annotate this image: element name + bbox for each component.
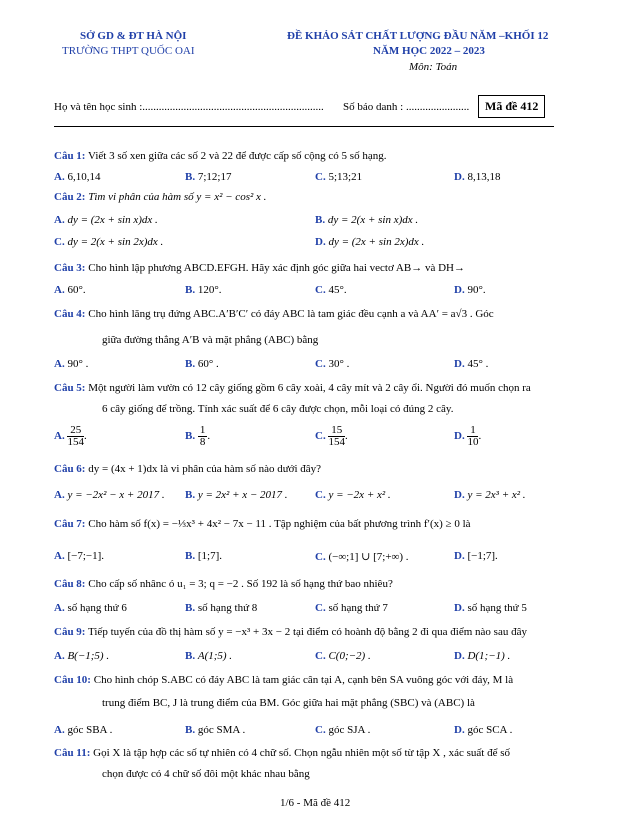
subject: Môn: Toán: [409, 61, 458, 73]
question-11: Câu 11: Gọi X là tập hợp các số tự nhiên có 4 chữ số. Chọn ngẫu nhiên một số từ tập X , xác suất để số: [54, 747, 511, 759]
question-9: Câu 9: Tiếp tuyến của đồ thị hàm số y = −x³ + 3x − 2 tại điểm có hoành độ bằng 2 đi qua điểm nào sau đây: [54, 626, 527, 638]
q6-option-b: B. y = 2x² + x − 2017 .: [185, 489, 288, 501]
question-8: Câu 8: Cho cấp số nhânc ó u₁ = 3; q = −2 . Số 192 là số hạng thứ bao nhiêu?: [54, 578, 393, 590]
q10-option-b: B. góc SMA .: [185, 724, 246, 736]
q10-option-d: D. góc SCA .: [454, 724, 513, 736]
q3-option-b: B. 120°.: [185, 284, 222, 296]
q2-option-a: A. dy = (2x + sin x)dx .: [54, 214, 158, 226]
q2-option-d: D. dy = (2x + sin 2x)dx .: [315, 236, 425, 248]
q4-option-a: A. 90° .: [54, 358, 89, 370]
q8-option-a: A. số hạng thứ 6: [54, 602, 127, 614]
question-5-line2: 6 cây giống để trồng. Tính xác suất để 6 cây được chọn, mỗi loại có đúng 2 cây.: [102, 403, 454, 415]
student-id-field: Số báo danh : .......................: [343, 101, 470, 113]
q10-option-c: C. góc SJA .: [315, 724, 371, 736]
q8-option-d: D. số hạng thứ 5: [454, 602, 527, 614]
q1-option-c: C. 5;13;21: [315, 171, 363, 183]
q8-option-b: B. số hạng thứ 8: [185, 602, 258, 614]
page-footer: 1/6 - Mã đề 412: [280, 797, 351, 809]
question-2: Câu 2: Tìm vi phân của hàm số y = x² − cos² x .: [54, 191, 267, 203]
q4-option-b: B. 60° .: [185, 358, 219, 370]
question-7: Câu 7: Cho hàm số f(x) = −⅓x³ + 4x² − 7x − 11 . Tập nghiệm của bất phương trình f′(x) ≥ 0 là: [54, 518, 471, 530]
q9-option-a: A. B(−1;5) .: [54, 650, 110, 662]
q1-option-b: B. 7;12;17: [185, 171, 232, 183]
q4-option-d: D. 45° .: [454, 358, 489, 370]
q1-option-d: D. 8,13,18: [454, 171, 501, 183]
q4-option-c: C. 30° .: [315, 358, 350, 370]
school-name: TRƯỜNG THPT QUỐC OAI: [62, 45, 195, 57]
exam-title: ĐỀ KHẢO SÁT CHẤT LƯỢNG ĐẦU NĂM –KHỐI 12: [287, 30, 549, 42]
question-1: Câu 1: Viết 3 số xen giữa các số 2 và 22 để được cấp số cộng có 5 số hạng.: [54, 150, 387, 162]
q7-option-b: B. [1;7].: [185, 550, 222, 562]
question-10-line2: trung điểm BC, J là trung điểm của BM. Góc giữa hai mặt phẳng (SBC) và (ABC) là: [102, 697, 475, 709]
q5-option-a: A. $\frac{25}{154}$ .: [54, 424, 87, 448]
question-6: Câu 6: dy = (4x + 1)dx là vi phân của hàm số nào dưới đây?: [54, 463, 322, 475]
q6-option-a: A. y = −2x² − x + 2017 .: [54, 489, 165, 501]
q7-option-d: D. [−1;7].: [454, 550, 498, 562]
question-5: Câu 5: Một người làm vườn có 12 cây giống gồm 6 cây xoài, 4 cây mít và 2 cây ổi. Người đó muốn chọn ra: [54, 382, 531, 394]
q7-option-c: C. (−∞;1] ∪ [7;+∞) .: [315, 551, 409, 563]
q5-option-c: C. $\frac{15}{154}$ .: [315, 424, 348, 448]
student-name-field: Họ và tên học sinh :..................................................................: [54, 101, 324, 113]
header-divider: [54, 126, 554, 127]
q1-option-a: A. 6,10,14: [54, 171, 101, 183]
school-year: NĂM HỌC 2022 – 2023: [373, 45, 485, 57]
q7-option-a: A. [−7;−1].: [54, 550, 104, 562]
q9-option-c: C. C(0;−2) .: [315, 650, 371, 662]
q9-option-d: D. D(1;−1) .: [454, 650, 511, 662]
question-10: Câu 10: Cho hình chóp S.ABC có đáy ABC là tam giác cân tại A, cạnh bên SA vuông góc với đáy, M là: [54, 674, 514, 686]
question-4-line2: giữa đường thẳng A′B và mặt phẳng (ABC) bằng: [102, 334, 319, 346]
q3-option-c: C. 45°.: [315, 284, 347, 296]
dept-name: SỞ GD & ĐT HÀ NỘI: [80, 30, 187, 42]
question-11-line2: chọn được có 4 chữ số đôi một khác nhau bằng: [102, 768, 310, 780]
q3-option-d: D. 90°.: [454, 284, 486, 296]
q2-option-b: B. dy = 2(x + sin x)dx .: [315, 214, 419, 226]
q3-option-a: A. 60°.: [54, 284, 86, 296]
q6-option-c: C. y = −2x + x² .: [315, 489, 391, 501]
q9-option-b: B. A(1;5) .: [185, 650, 233, 662]
q10-option-a: A. góc SBA .: [54, 724, 113, 736]
exam-code-box: Mã đề 412: [478, 95, 545, 118]
q5-option-b: B. $\frac{1}{8}$ .: [185, 424, 211, 448]
q8-option-c: C. số hạng thứ 7: [315, 602, 388, 614]
question-4: Câu 4: Cho hình lăng trụ đứng ABC.A′B′C′ có đáy ABC là tam giác đều cạnh a và AA′ = a√3 . Góc: [54, 308, 494, 320]
q2-option-c: C. dy = 2(x + sin 2x)dx .: [54, 236, 164, 248]
q6-option-d: D. y = 2x³ + x² .: [454, 489, 526, 501]
question-3: Câu 3: Cho hình lập phương ABCD.EFGH. Hãy xác định góc giữa hai vectơ AB→ và DH→: [54, 262, 465, 274]
q5-option-d: D. $\frac{1}{10}$ .: [454, 424, 482, 448]
